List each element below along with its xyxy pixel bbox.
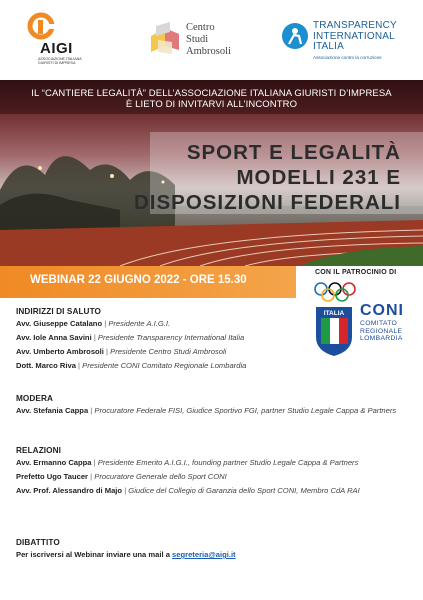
event-title-line-3: DISPOSIZIONI FEDERALI bbox=[133, 191, 401, 214]
coni-logo-text bbox=[360, 302, 404, 343]
speaker-name: Prefetto Ugo Taucer bbox=[16, 472, 89, 481]
ti-line-1: TRANSPARENCY bbox=[313, 20, 397, 31]
ti-emblem-icon bbox=[281, 22, 309, 50]
speaker-role: Presidente Emerito A.I.G.I., founding partner Studio Legale Cappa & Partners bbox=[97, 458, 359, 467]
relazioni-row: Avv. Prof. Alessandro di Majo | Giudice del Collegio di Garanzia dello Sport CONI, Membro CdA RAI bbox=[16, 486, 360, 495]
registration-text: Per iscriversi al Webinar inviare una mail a bbox=[16, 550, 170, 559]
ti-logo bbox=[281, 16, 421, 66]
coni-line-2: REGIONALE bbox=[360, 327, 403, 335]
banner-intro-line-2: È LIETO DI INVITARVI ALL’INCONTRO bbox=[125, 99, 298, 110]
aigi-logo bbox=[20, 10, 100, 68]
saluto-heading: INDIRIZZI DI SALUTO bbox=[16, 307, 101, 316]
speaker-name: Avv. Ermanno Cappa bbox=[16, 458, 92, 467]
speaker-name: Avv. Prof. Alessandro di Majo bbox=[16, 486, 123, 495]
speaker-name: Avv. Umberto Ambrosoli bbox=[16, 347, 104, 356]
saluto-row: Avv. Umberto Ambrosoli | Presidente Centro Studi Ambrosoli bbox=[16, 347, 227, 356]
speaker-role: Giudice del Collegio di Garanzia dello Sport CONI, Membro CdA RAI bbox=[128, 486, 360, 495]
ti-line-2: INTERNATIONAL bbox=[313, 30, 395, 42]
ti-name bbox=[313, 21, 397, 53]
csa-line-1: Centro bbox=[186, 22, 215, 33]
event-title bbox=[134, 140, 401, 215]
speaker-name: Avv. Stefania Cappa bbox=[16, 406, 89, 415]
csa-name bbox=[186, 22, 231, 58]
relazioni-heading: RELAZIONI bbox=[16, 446, 62, 455]
csa-emblem-icon bbox=[148, 22, 182, 56]
modera-heading: MODERA bbox=[16, 394, 53, 403]
csa-line-3: Ambrosoli bbox=[186, 46, 231, 57]
ti-subtitle: Associazione contro la corruzione bbox=[313, 55, 382, 60]
csa-line-2: Studi bbox=[186, 34, 209, 45]
email-link[interactable]: segreteria@aigi.it bbox=[172, 550, 236, 559]
patrocinio-label: CON IL PATROCINIO DI bbox=[315, 269, 397, 276]
coni-line-3: LOMBARDIA bbox=[360, 335, 403, 342]
dibattito-heading: DIBATTITO bbox=[16, 538, 60, 547]
aigi-subtitle: ASSOCIAZIONE ITALIANA GIURISTI DI IMPRESA bbox=[38, 57, 82, 65]
event-title-line-2: MODELLI 231 E bbox=[236, 166, 401, 189]
speaker-name: Dott. Marco Riva bbox=[16, 361, 76, 370]
webinar-date-bar: WEBINAR 22 GIUGNO 2022 - ORE 15.30 bbox=[0, 266, 296, 298]
coni-line-1: COMITATO bbox=[360, 320, 398, 327]
event-title-line-1: SPORT E LEGALITÀ bbox=[186, 141, 401, 164]
saluto-row: Avv. Giuseppe Catalano | Presidente A.I.G.I. bbox=[16, 319, 171, 328]
speaker-name: Avv. Giuseppe Catalano bbox=[16, 319, 103, 328]
banner-intro-line-1: IL “CANTIERE LEGALITÀ” DELL’ASSOCIAZIONE ITALIANA GIURISTI D’IMPRESA bbox=[31, 88, 392, 99]
aigi-name: AIGI bbox=[40, 40, 73, 57]
section-modera bbox=[16, 394, 408, 420]
saluto-row: Avv. Iole Anna Savini | Presidente Transparency International Italia bbox=[16, 333, 245, 342]
speaker-role: Procuratore Federale FISI, Giudice Sportivo FGI, partner Studio Legale Cappa & Partners bbox=[94, 406, 397, 415]
ti-line-3: ITALIA bbox=[313, 41, 345, 52]
saluto-row: Dott. Marco Riva | Presidente CONI Comitato Regionale Lombardia bbox=[16, 361, 247, 370]
speaker-role: Presidente CONI Comitato Regionale Lombardia bbox=[82, 361, 247, 370]
section-dibattito bbox=[16, 538, 408, 560]
coni-name: CONI bbox=[360, 302, 404, 319]
relazioni-row: Avv. Ermanno Cappa | Presidente Emerito A.I.G.I., founding partner Studio Legale Cappa & Partners bbox=[16, 458, 359, 467]
relazioni-row: Prefetto Ugo Taucer | Procuratore Generale dello Sport CONI bbox=[16, 472, 227, 481]
speaker-role: Presidente A.I.G.I. bbox=[108, 319, 171, 328]
modera-row: Avv. Stefania Cappa | Procuratore Federale FISI, Giudice Sportivo FGI, partner Studio Legale Cappa & Partners bbox=[16, 406, 397, 415]
hero-banner bbox=[0, 80, 423, 266]
section-saluto bbox=[16, 307, 306, 375]
speaker-role: Procuratore Generale dello Sport CONI bbox=[94, 472, 227, 481]
shield-label: ITALIA bbox=[323, 310, 345, 317]
italia-shield-icon bbox=[314, 305, 354, 357]
header-logos bbox=[0, 0, 423, 76]
csa-logo bbox=[148, 18, 248, 62]
banner-intro bbox=[0, 88, 423, 110]
olympic-rings-icon bbox=[313, 281, 357, 303]
speaker-name: Avv. Iole Anna Savini bbox=[16, 333, 92, 342]
dibattito-text bbox=[16, 550, 408, 560]
speaker-role: Presidente Transparency International Italia bbox=[97, 333, 245, 342]
speaker-role: Presidente Centro Studi Ambrosoli bbox=[110, 347, 227, 356]
section-relazioni bbox=[16, 446, 408, 500]
